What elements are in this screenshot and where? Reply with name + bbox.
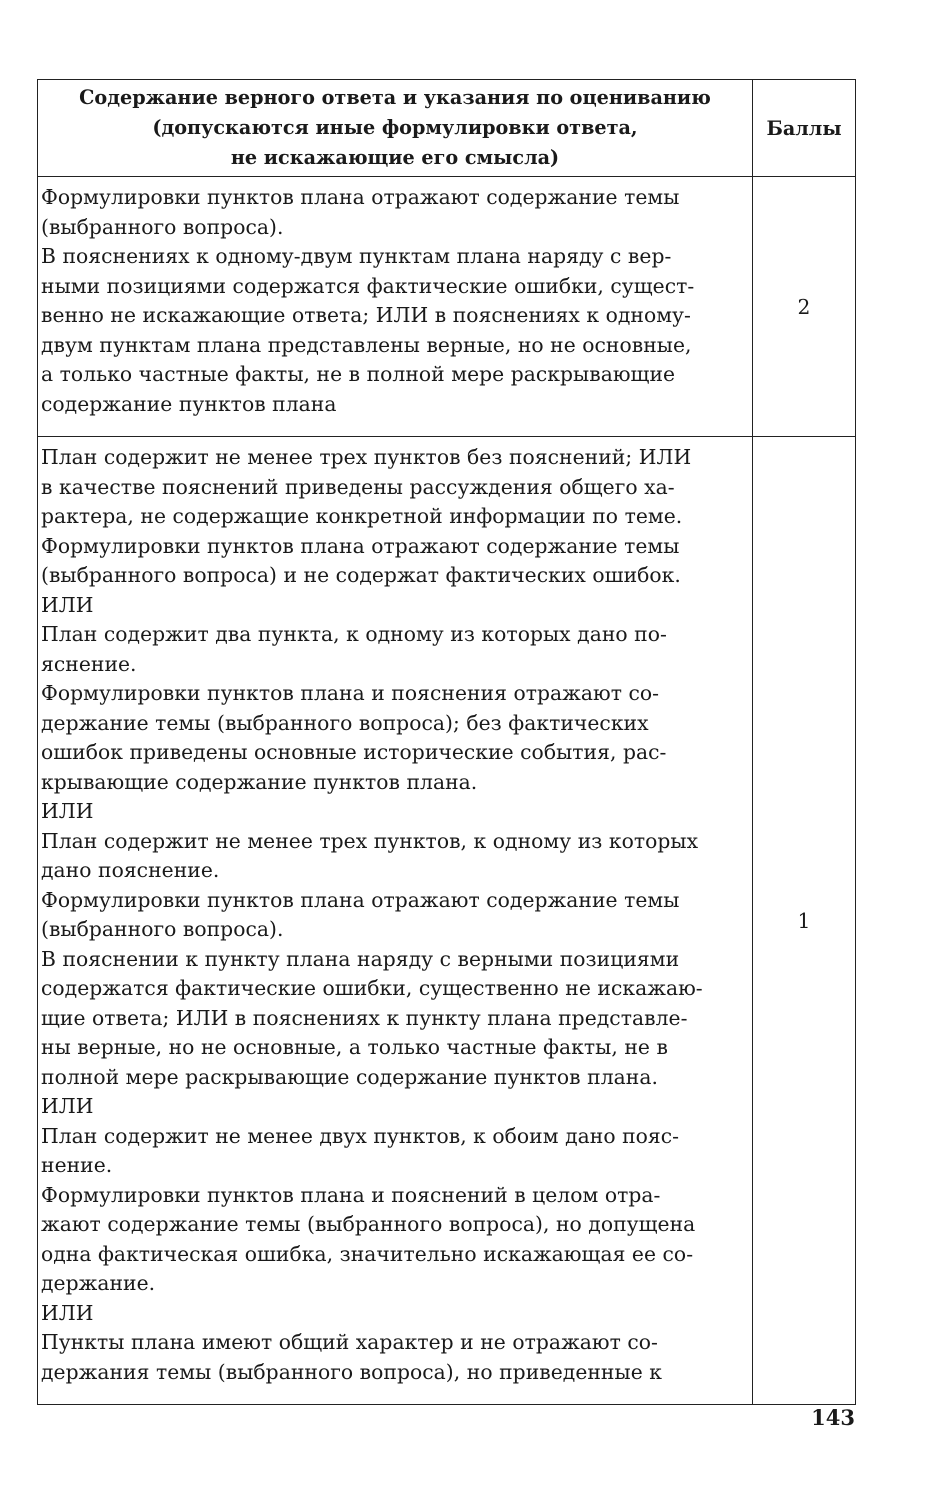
criteria-line: содержание пунктов плана: [41, 391, 337, 416]
criteria-line: Формулировки пунктов плана отражают содержание темы: [41, 887, 680, 912]
criteria-line: ИЛИ: [41, 1300, 94, 1325]
header-line: Содержание верного ответа и указания по оцениванию: [79, 86, 711, 109]
criteria-line: ИЛИ: [41, 799, 94, 823]
criteria-line: венно не искажающие ответа; ИЛИ в пояснениях к одному-: [41, 303, 691, 327]
criteria-line: Формулировки пунктов плана и пояснения отражают со-: [41, 681, 660, 705]
criteria-cell: [38, 437, 753, 1405]
criteria-line: План содержит не менее трех пунктов без пояснений; ИЛИ: [41, 445, 692, 469]
score-cell: 1: [753, 437, 856, 1405]
criteria-line: нение.: [41, 1153, 113, 1177]
criteria-line: содержатся фактические ошибки, существенно не искажаю-: [41, 976, 703, 1000]
criteria-line: крывающие содержание пунктов плана.: [41, 769, 478, 794]
criteria-line: рактера, не содержащие конкретной информации по теме.: [41, 504, 683, 528]
criteria-cell: [38, 177, 753, 437]
criteria-line: Формулировки пунктов плана отражают содержание темы: [41, 185, 680, 209]
criteria-line: В пояснениях к одному-двум пунктам плана наряду с вер-: [41, 244, 672, 268]
table-header-row: [38, 80, 856, 177]
criteria-line: держания темы (выбранного вопроса), но приведенные к: [41, 1359, 662, 1384]
criteria-line: в качестве пояснений приведены рассуждения общего ха-: [41, 474, 675, 499]
criteria-line: В пояснении к пункту плана наряду с верными позициями: [41, 946, 680, 971]
criteria-line: Формулировки пунктов плана отражают содержание темы: [41, 533, 680, 558]
criteria-line: держание темы (выбранного вопроса); без фактических: [41, 710, 649, 735]
criteria-line: План содержит два пункта, к одному из которых дано по-: [41, 622, 667, 646]
criteria-line: ными позициями содержатся фактические ошибки, сущест-: [41, 273, 695, 298]
header-score-cell: Баллы: [753, 80, 856, 177]
criteria-line: одна фактическая ошибка, значительно искажающая ее со-: [41, 1241, 694, 1266]
criteria-line: План содержит не менее трех пунктов, к одному из которых: [41, 828, 699, 853]
criteria-line: жают содержание темы (выбранного вопроса), но допущена: [41, 1212, 696, 1236]
page-number: 143: [811, 1405, 855, 1430]
criteria-line: (выбранного вопроса) и не содержат фактических ошибок.: [41, 563, 681, 587]
criteria-line: дано пояснение.: [41, 858, 220, 882]
header-line: (допускаются иные формулировки ответа,: [152, 116, 638, 139]
criteria-line: (выбранного вопроса).: [41, 214, 284, 239]
header-content-cell: [38, 80, 753, 177]
criteria-line: ошибок приведены основные исторические события, рас-: [41, 740, 667, 764]
criteria-line: полной мере раскрывающие содержание пунктов плана.: [41, 1064, 658, 1089]
criteria-line: План содержит не менее двух пунктов, к обоим дано пояс-: [41, 1123, 680, 1148]
table-row: [38, 437, 856, 1405]
criteria-line: двум пунктам плана представлены верные, но не основные,: [41, 332, 692, 357]
criteria-line: ИЛИ: [41, 592, 94, 617]
criteria-line: держание.: [41, 1271, 156, 1295]
header-line: не искажающие его смысла): [230, 146, 560, 169]
criteria-line: (выбранного вопроса).: [41, 917, 284, 941]
grading-table: [37, 79, 856, 1405]
criteria-line: щие ответа; ИЛИ в пояснениях к пункту плана представле-: [41, 1005, 688, 1030]
score-cell: 2: [753, 177, 856, 437]
criteria-line: Пункты плана имеют общий характер и не отражают со-: [41, 1330, 658, 1354]
criteria-line: Формулировки пунктов плана и пояснений в целом отра-: [41, 1182, 661, 1207]
criteria-line: яснение.: [41, 651, 137, 676]
criteria-line: ИЛИ: [41, 1094, 94, 1118]
table-row: [38, 177, 856, 437]
criteria-line: а только частные факты, не в полной мере раскрывающие: [41, 362, 676, 386]
criteria-line: ны верные, но не основные, а только частные факты, не в: [41, 1035, 668, 1059]
